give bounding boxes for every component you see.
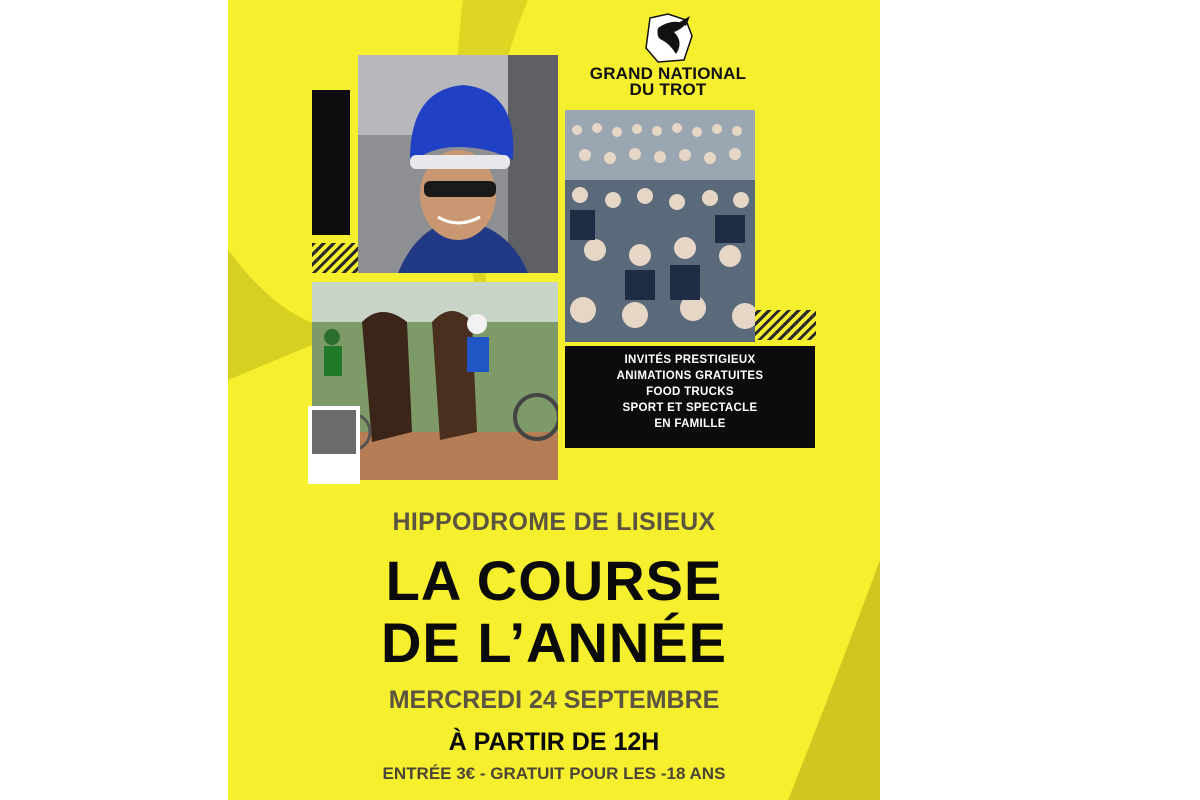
- decorative-frame: [308, 406, 360, 484]
- event-poster: [228, 0, 880, 800]
- logo-text-line1: GRAND NATIONAL: [589, 64, 747, 83]
- feature-item: EN FAMILLE: [654, 418, 726, 430]
- entry-price: ENTRÉE 3€ - GRATUIT POUR LES -18 ANS: [382, 764, 726, 783]
- feature-item: SPORT ET SPECTACLE: [622, 402, 758, 414]
- event-title-line1: LA COURSE: [385, 549, 723, 612]
- features-box: [565, 346, 815, 448]
- event-title-line2: DE L’ANNÉE: [380, 611, 728, 674]
- jockey-photo: [358, 55, 558, 273]
- event-time: À PARTIR DE 12H: [448, 728, 660, 756]
- crowd-photo: [565, 110, 755, 342]
- feature-item: INVITÉS PRESTIGIEUX: [624, 354, 756, 366]
- venue-name: HIPPODROME DE LISIEUX: [392, 508, 716, 536]
- event-date: MERCREDI 24 SEPTEMBRE: [388, 686, 720, 714]
- logo: [568, 10, 768, 110]
- feature-item: FOOD TRUCKS: [646, 386, 734, 398]
- feature-item: ANIMATIONS GRATUITES: [616, 370, 764, 382]
- decorative-black-bar: [312, 90, 350, 235]
- event-title: [228, 550, 880, 674]
- horse-head-icon: [628, 10, 708, 66]
- logo-text-line2: DU TROT: [629, 80, 707, 99]
